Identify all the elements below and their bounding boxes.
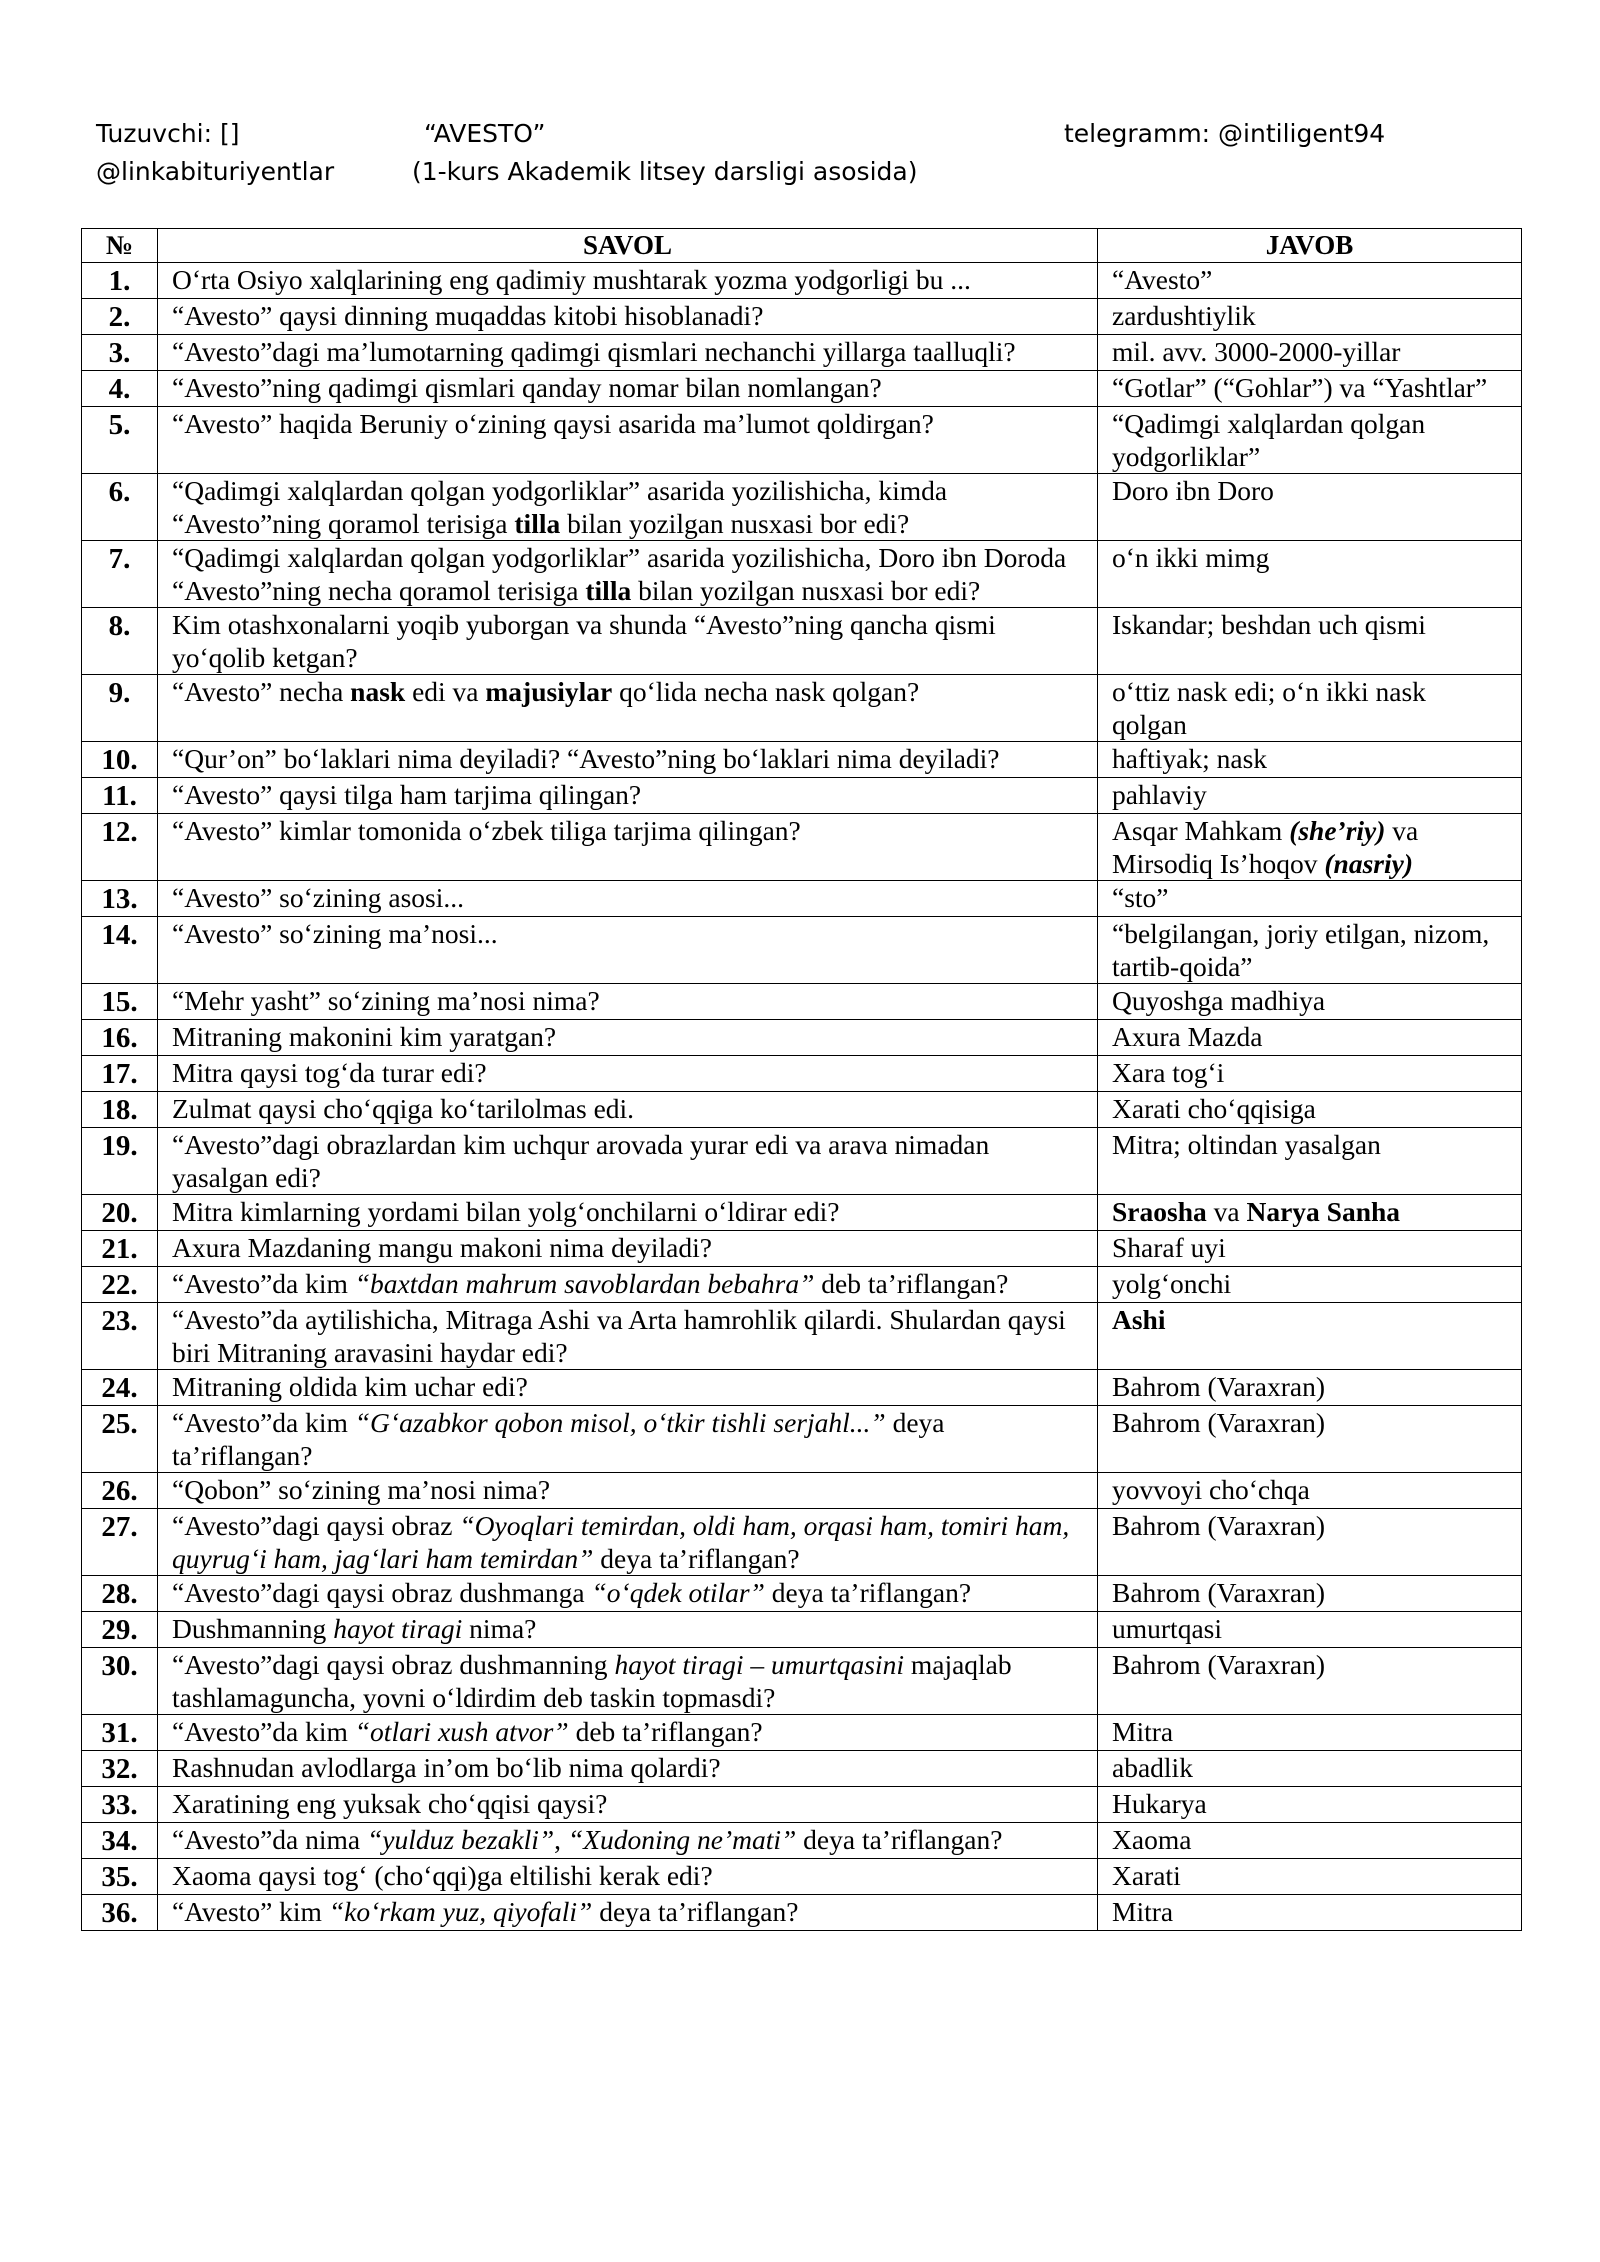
question-text: edi va <box>405 676 486 707</box>
answer-cell <box>1098 1303 1522 1370</box>
answer-text: Bahrom (Varaxran) <box>1112 1407 1326 1438</box>
question-cell <box>158 881 1098 917</box>
table-row <box>82 1092 1522 1128</box>
question-text: “Oyoqlari temirdan, oldi ham, orqasi ham, tomiri ham, quyrug‘i ham, jag‘lari ham temirdan” <box>172 1510 1070 1574</box>
answer-text: Doro ibn Doro <box>1112 475 1274 506</box>
table-row <box>82 1020 1522 1056</box>
question-text: Xaoma qaysi tog‘ (cho‘qqi)ga eltilishi kerak edi? <box>172 1860 713 1891</box>
question-text: hayot tiragi <box>333 1613 463 1644</box>
answer-cell <box>1098 608 1522 675</box>
question-text: “Avesto”dagi qaysi obraz <box>172 1510 460 1541</box>
table-row <box>82 1751 1522 1787</box>
row-number: 31. <box>82 1715 158 1751</box>
question-text: “Avesto”da kim <box>172 1268 355 1299</box>
question-cell <box>158 371 1098 407</box>
table-row <box>82 299 1522 335</box>
question-text: “Qobon” so‘zining ma’nosi nima? <box>172 1474 551 1505</box>
question-text: Kim otashxonalarni yoqib yuborgan va shunda “Avesto”ning qancha qismi yo‘qolib ketgan? <box>172 609 996 673</box>
question-cell <box>158 474 1098 541</box>
question-text: Xaratining eng yuksak cho‘qqisi qaysi? <box>172 1788 608 1819</box>
question-text: “Avesto” kimlar tomonida o‘zbek tiliga tarjima qilingan? <box>172 815 801 846</box>
answer-cell <box>1098 474 1522 541</box>
answer-text: pahlaviy <box>1112 779 1207 810</box>
question-cell <box>158 299 1098 335</box>
answer-cell <box>1098 814 1522 881</box>
question-text: “Avesto”dagi qaysi obraz dushmanga <box>172 1577 592 1608</box>
answer-cell <box>1098 1509 1522 1576</box>
question-text: “Avesto” so‘zining ma’nosi... <box>172 918 498 949</box>
table-row <box>82 1303 1522 1370</box>
table-header-row <box>82 229 1522 263</box>
question-text: “Mehr yasht” so‘zining ma’nosi nima? <box>172 985 600 1016</box>
question-text: Mitraning makonini kim yaratgan? <box>172 1021 557 1052</box>
table-row <box>82 371 1522 407</box>
table-row <box>82 1267 1522 1303</box>
channel-label: @linkabituriyentlar <box>96 157 335 186</box>
answer-text: haftiyak; nask <box>1112 743 1268 774</box>
document-title: “AVESTO” <box>424 119 546 148</box>
question-text: “Avesto”dagi ma’lumotarning qadimgi qismlari nechanchi yillarga taalluqli? <box>172 336 1016 367</box>
question-cell <box>158 1267 1098 1303</box>
question-text: Rashnudan avlodlarga in’om bo‘lib nima qolardi? <box>172 1752 721 1783</box>
question-text: “Avesto”da nima <box>172 1824 367 1855</box>
question-cell <box>158 263 1098 299</box>
answer-cell <box>1098 1128 1522 1195</box>
answer-text: Sharaf uyi <box>1112 1232 1226 1263</box>
question-cell <box>158 1370 1098 1406</box>
table-row <box>82 814 1522 881</box>
row-number: 19. <box>82 1128 158 1195</box>
row-number: 36. <box>82 1895 158 1931</box>
question-cell <box>158 984 1098 1020</box>
question-cell <box>158 335 1098 371</box>
row-number: 2. <box>82 299 158 335</box>
table-row <box>82 1473 1522 1509</box>
table-row <box>82 1612 1522 1648</box>
question-text: Dushmanning <box>172 1613 334 1644</box>
question-text: “otlari xush atvor” <box>354 1716 569 1747</box>
column-header-javob: JAVOB <box>1098 229 1522 263</box>
question-cell <box>158 742 1098 778</box>
question-text: “Avesto” haqida Beruniy o‘zining qaysi asarida ma’lumot qoldirgan? <box>172 408 934 439</box>
answer-cell <box>1098 742 1522 778</box>
answer-cell <box>1098 1020 1522 1056</box>
row-number: 7. <box>82 541 158 608</box>
question-cell <box>158 1509 1098 1576</box>
question-text: deya ta’riflangan? <box>172 1407 945 1471</box>
answer-text: Bahrom (Varaxran) <box>1112 1371 1326 1402</box>
question-text: “o‘qdek otilar” <box>591 1577 765 1608</box>
question-text: deya ta’riflangan? <box>796 1824 1003 1855</box>
table-row <box>82 984 1522 1020</box>
table-row <box>82 917 1522 984</box>
answer-text: yolg‘onchi <box>1112 1268 1232 1299</box>
question-text: deya ta’riflangan? <box>592 1896 799 1927</box>
question-cell <box>158 1473 1098 1509</box>
question-cell <box>158 407 1098 474</box>
table-row <box>82 608 1522 675</box>
answer-text: abadlik <box>1112 1752 1193 1783</box>
table-row <box>82 1370 1522 1406</box>
answer-cell <box>1098 1092 1522 1128</box>
table-row <box>82 263 1522 299</box>
question-cell <box>158 1751 1098 1787</box>
column-header-number: № <box>82 229 158 263</box>
row-number: 21. <box>82 1231 158 1267</box>
row-number: 9. <box>82 675 158 742</box>
question-cell <box>158 1195 1098 1231</box>
answer-cell <box>1098 675 1522 742</box>
row-number: 23. <box>82 1303 158 1370</box>
question-text: “ko‘rkam yuz, qiyofali” <box>328 1896 593 1927</box>
table-row <box>82 1648 1522 1715</box>
answer-cell <box>1098 1195 1522 1231</box>
table-row <box>82 1895 1522 1931</box>
question-cell <box>158 778 1098 814</box>
question-text: “yulduz bezakli” <box>366 1824 555 1855</box>
answer-text: Iskandar; beshdan uch qismi <box>1112 609 1426 640</box>
answer-text: (she’riy) <box>1289 815 1386 846</box>
question-cell <box>158 608 1098 675</box>
row-number: 30. <box>82 1648 158 1715</box>
question-text: “Avesto”da kim <box>172 1716 355 1747</box>
row-number: 12. <box>82 814 158 881</box>
row-number: 32. <box>82 1751 158 1787</box>
answer-cell <box>1098 1406 1522 1473</box>
question-text: Zulmat qaysi cho‘qqiga ko‘tarilolmas edi. <box>172 1093 635 1124</box>
answer-cell <box>1098 1473 1522 1509</box>
row-number: 13. <box>82 881 158 917</box>
table-row <box>82 1509 1522 1576</box>
row-number: 15. <box>82 984 158 1020</box>
answer-text: va <box>1206 1196 1247 1227</box>
compiler-label: Tuzuvchi: [] <box>96 119 240 148</box>
question-cell <box>158 1092 1098 1128</box>
table-row <box>82 881 1522 917</box>
answer-cell <box>1098 1267 1522 1303</box>
table-row <box>82 1823 1522 1859</box>
table-row <box>82 1406 1522 1473</box>
row-number: 1. <box>82 263 158 299</box>
row-number: 22. <box>82 1267 158 1303</box>
answer-cell <box>1098 335 1522 371</box>
answer-cell <box>1098 1231 1522 1267</box>
question-cell <box>158 541 1098 608</box>
question-text: Mitra qaysi tog‘da turar edi? <box>172 1057 487 1088</box>
row-number: 6. <box>82 474 158 541</box>
answer-text: “Qadimgi xalqlardan qolgan yodgorliklar” <box>1112 408 1426 472</box>
answer-text: Quyoshga madhiya <box>1112 985 1326 1016</box>
answer-text: “Avesto” <box>1112 264 1213 295</box>
table-row <box>82 675 1522 742</box>
table-row <box>82 335 1522 371</box>
question-text: “G‘azabkor qobon misol, o‘tkir tishli serjahl...” <box>354 1407 886 1438</box>
answer-cell <box>1098 263 1522 299</box>
answer-text: Xara tog‘i <box>1112 1057 1225 1088</box>
answer-text: Hukarya <box>1112 1788 1207 1819</box>
question-text: qo‘lida necha nask qolgan? <box>612 676 920 707</box>
question-text: “Avesto”dagi obrazlardan kim uchqur arovada yurar edi va arava nimadan yasalgan edi? <box>172 1129 990 1193</box>
table-row <box>82 1056 1522 1092</box>
telegram-label: telegramm: @intiligent94 <box>1064 119 1386 148</box>
question-text: “Avesto”ning qadimgi qismlari qanday nomar bilan nomlangan? <box>172 372 882 403</box>
row-number: 8. <box>82 608 158 675</box>
answer-cell <box>1098 881 1522 917</box>
row-number: 11. <box>82 778 158 814</box>
table-row <box>82 1787 1522 1823</box>
row-number: 14. <box>82 917 158 984</box>
answer-cell <box>1098 917 1522 984</box>
table-row <box>82 407 1522 474</box>
row-number: 26. <box>82 1473 158 1509</box>
answer-text: Xarati cho‘qqisiga <box>1112 1093 1316 1124</box>
answer-text: Asqar Mahkam <box>1112 815 1290 846</box>
row-number: 17. <box>82 1056 158 1092</box>
answer-cell <box>1098 1859 1522 1895</box>
answer-text: Bahrom (Varaxran) <box>1112 1510 1326 1541</box>
question-cell <box>158 1576 1098 1612</box>
document-subtitle: (1-kurs Akademik litsey darsligi asosida) <box>412 157 918 186</box>
question-text: “Qadimgi xalqlardan qolgan yodgorliklar” asarida yozilishicha, Doro ibn Doroda “Avesto”ning necha qoramol terisiga <box>172 542 1067 606</box>
row-number: 18. <box>82 1092 158 1128</box>
answer-text: Sraosha <box>1112 1196 1207 1227</box>
answer-cell <box>1098 407 1522 474</box>
question-cell <box>158 1406 1098 1473</box>
table-row <box>82 1859 1522 1895</box>
question-text: deb ta’riflangan? <box>814 1268 1009 1299</box>
answer-text: “sto” <box>1112 882 1169 913</box>
question-cell <box>158 1303 1098 1370</box>
question-cell <box>158 1648 1098 1715</box>
table-row <box>82 541 1522 608</box>
answer-cell <box>1098 299 1522 335</box>
row-number: 16. <box>82 1020 158 1056</box>
answer-text: Bahrom (Varaxran) <box>1112 1649 1326 1680</box>
answer-text: Xarati <box>1112 1860 1181 1891</box>
answer-cell <box>1098 371 1522 407</box>
answer-cell <box>1098 984 1522 1020</box>
answer-cell <box>1098 1715 1522 1751</box>
answer-text: umurtqasi <box>1112 1613 1222 1644</box>
column-header-savol: SAVOL <box>158 229 1098 263</box>
question-text: “Avesto” necha <box>172 676 351 707</box>
question-text: bilan yozilgan nusxasi bor edi? <box>560 508 910 539</box>
question-cell <box>158 1859 1098 1895</box>
question-text: Axura Mazdaning mangu makoni nima deyiladi? <box>172 1232 712 1263</box>
question-cell <box>158 1231 1098 1267</box>
question-cell <box>158 1715 1098 1751</box>
question-text: “Avesto”da kim <box>172 1407 355 1438</box>
question-text: “baxtdan mahrum savoblardan bebahra” <box>354 1268 815 1299</box>
question-text: “Avesto” qaysi dinning muqaddas kitobi hisoblanadi? <box>172 300 764 331</box>
table-row <box>82 778 1522 814</box>
answer-cell <box>1098 541 1522 608</box>
question-cell <box>158 1895 1098 1931</box>
answer-text: Bahrom (Varaxran) <box>1112 1577 1326 1608</box>
row-number: 27. <box>82 1509 158 1576</box>
question-text: tilla <box>514 508 561 539</box>
table-row <box>82 1715 1522 1751</box>
question-text: “Avesto” qaysi tilga ham tarjima qilingan? <box>172 779 642 810</box>
answer-text: Mitra; oltindan yasalgan <box>1112 1129 1381 1160</box>
answer-text: yovvoyi cho‘chqa <box>1112 1474 1310 1505</box>
table-row <box>82 474 1522 541</box>
answer-cell <box>1098 1751 1522 1787</box>
question-text: deb ta’riflangan? <box>568 1716 763 1747</box>
answer-cell <box>1098 1370 1522 1406</box>
row-number: 34. <box>82 1823 158 1859</box>
answer-text: Mitra <box>1112 1716 1174 1747</box>
row-number: 35. <box>82 1859 158 1895</box>
question-cell <box>158 1823 1098 1859</box>
question-text: “Avesto” so‘zining asosi... <box>172 882 464 913</box>
answer-text: “belgilangan, joriy etilgan, nizom, tartib-qoida” <box>1112 918 1490 982</box>
answer-text: Narya Sanha <box>1246 1196 1401 1227</box>
question-text: “Qur’on” bo‘laklari nima deyiladi? “Avesto”ning bo‘laklari nima deyiladi? <box>172 743 1000 774</box>
answer-text: “Gotlar” (“Gohlar”) va “Yashtlar” <box>1112 372 1488 403</box>
question-cell <box>158 1787 1098 1823</box>
row-number: 5. <box>82 407 158 474</box>
question-text: hayot tiragi – umurtqasini <box>614 1649 904 1680</box>
table-row <box>82 1128 1522 1195</box>
question-text: “Avesto”dagi qaysi obraz dushmanning <box>172 1649 615 1680</box>
question-cell <box>158 1612 1098 1648</box>
question-text: majusiylar <box>485 676 613 707</box>
answer-cell <box>1098 778 1522 814</box>
table-row <box>82 1576 1522 1612</box>
question-cell <box>158 814 1098 881</box>
answer-text: Xaoma <box>1112 1824 1192 1855</box>
question-text: “Avesto” kim <box>172 1896 329 1927</box>
row-number: 24. <box>82 1370 158 1406</box>
answer-text: Ashi <box>1112 1304 1166 1335</box>
question-cell <box>158 1128 1098 1195</box>
question-text: Mitra kimlarning yordami bilan yolg‘onchilarni o‘ldirar edi? <box>172 1196 840 1227</box>
answer-cell <box>1098 1787 1522 1823</box>
answer-text: va Mirsodiq Is’hoqov <box>1112 815 1419 879</box>
row-number: 3. <box>82 335 158 371</box>
table-row <box>82 742 1522 778</box>
row-number: 33. <box>82 1787 158 1823</box>
row-number: 29. <box>82 1612 158 1648</box>
row-number: 25. <box>82 1406 158 1473</box>
question-text: bilan yozilgan nusxasi bor edi? <box>631 575 981 606</box>
question-text: deya ta’riflangan? <box>764 1577 972 1608</box>
answer-cell <box>1098 1895 1522 1931</box>
table-row <box>82 1195 1522 1231</box>
answer-text: Axura Mazda <box>1112 1021 1263 1052</box>
qa-table <box>81 228 1522 1931</box>
question-text: nask <box>350 676 406 707</box>
answer-text: zardushtiylik <box>1112 300 1256 331</box>
question-text: nima? <box>462 1613 537 1644</box>
question-text: “Xudoning ne’mati” <box>567 1824 797 1855</box>
table-row <box>82 1231 1522 1267</box>
question-text: “Qadimgi xalqlardan qolgan yodgorliklar” asarida yozilishicha, kimda “Avesto”ning qoramol terisiga <box>172 475 948 539</box>
question-text: deya ta’riflangan? <box>593 1543 800 1574</box>
answer-text: mil. avv. 3000-2000-yillar <box>1112 336 1401 367</box>
row-number: 10. <box>82 742 158 778</box>
question-text: , <box>554 1824 568 1855</box>
question-text: O‘rta Osiyo xalqlarining eng qadimiy mushtarak yozma yodgorligi bu ... <box>172 264 971 295</box>
answer-cell <box>1098 1648 1522 1715</box>
answer-text: (nasriy) <box>1324 848 1413 879</box>
answer-text: Mitra <box>1112 1896 1174 1927</box>
answer-text: o‘n ikki mimg <box>1112 542 1270 573</box>
answer-cell <box>1098 1056 1522 1092</box>
row-number: 28. <box>82 1576 158 1612</box>
answer-cell <box>1098 1576 1522 1612</box>
answer-text: o‘ttiz nask edi; o‘n ikki nask qolgan <box>1112 676 1426 740</box>
answer-cell <box>1098 1823 1522 1859</box>
row-number: 4. <box>82 371 158 407</box>
qa-table-body <box>82 263 1522 1931</box>
question-cell <box>158 917 1098 984</box>
row-number: 20. <box>82 1195 158 1231</box>
question-cell <box>158 1056 1098 1092</box>
question-text: tilla <box>585 575 632 606</box>
question-cell <box>158 1020 1098 1056</box>
question-text: “Avesto”da aytilishicha, Mitraga Ashi va Arta hamrohlik qilardi. Shulardan qaysi biri Mitraning aravasini haydar edi? <box>172 1304 1066 1368</box>
question-cell <box>158 675 1098 742</box>
answer-cell <box>1098 1612 1522 1648</box>
question-text: Mitraning oldida kim uchar edi? <box>172 1371 528 1402</box>
question-text: majaqlab tashlamaguncha, yovni o‘ldirdim deb taskin topmasdi? <box>172 1649 1012 1713</box>
